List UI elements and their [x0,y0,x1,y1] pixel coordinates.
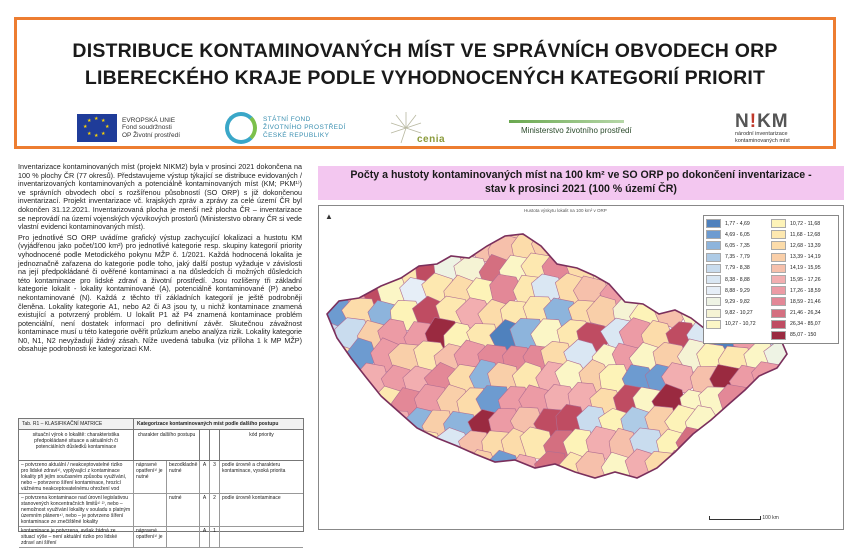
district-region [546,211,579,244]
legend-label: 8,38 - 8,88 [725,276,750,283]
legend-swatch [771,309,786,318]
classification-table [18,418,304,546]
legend-swatch [771,320,786,329]
sfzp-line-3: ČESKÉ REPUBLIKY [263,132,330,139]
district-region [336,231,369,264]
district-region [565,208,598,240]
legend-swatch [706,309,721,318]
nikm-sub-1: národní inventarizace [735,131,788,137]
legend-label: 11,68 - 12,68 [790,231,821,238]
table-cell: nápravné opatření¹⁾ je [134,527,167,547]
legend-item [706,319,771,330]
legend-item [771,285,836,296]
table-cell: nutné [167,494,200,526]
district-region [425,452,458,484]
page-title [17,38,833,92]
district-region [389,207,424,240]
legend-label: 4,69 - 6,05 [725,231,750,238]
district-region [361,407,395,439]
legend-label: 7,35 - 7,79 [725,254,750,261]
district-region [778,451,811,485]
district-region [321,211,356,243]
legend-swatch [771,286,786,295]
legend-label: 85,07 - 150 [790,332,817,339]
district-region [777,365,811,399]
nikm-sub-2: kontaminovaných míst [735,137,790,144]
table-col-c [200,430,210,460]
district-region [633,210,667,242]
legend-item [771,308,836,319]
legend-label: 14,19 - 15,95 [790,265,821,272]
legend-swatch [706,241,721,250]
district-region [300,385,333,418]
title-line-1: DISTRIBUCE KONTAMINOVANÝCH MÍST VE SPRÁVNÍCH OBVODECH ORP [72,40,778,62]
table-cell: – potvrzena kontaminace nad úrovní legislativou stanovených koncentračních limitů¹⁾ ²⁾, nebo – nemožnost využívání lokality v souladu s platným územním plánem⁴⁾, nebo – je potvrzeno šíření kontaminace ze znečištěné lokality [19,494,134,526]
intro-text [18,163,302,354]
legend-item [706,274,771,285]
map-caption: Hustota výskytu lokalit na 100 km² v ORP [524,208,607,213]
district-region [595,230,631,263]
district-region [359,229,390,263]
legend-label: 9,82 - 10,27 [725,310,753,317]
table-col-priority: kód priority [249,432,274,438]
sfzp-logo [225,108,346,148]
sfzp-ring-icon [225,112,257,144]
district-region [765,386,800,420]
district-region [613,256,646,286]
district-region [765,432,797,463]
nikm-right: KM [757,111,789,132]
table-cell: podle úrovně a charakteru kontaminace, vysoká priorita [222,462,286,474]
legend-item [706,285,771,296]
district-region [577,230,612,263]
legend-column-1 [706,218,771,341]
cenia-logo [389,108,469,148]
district-region [378,234,411,265]
district-region [742,384,779,417]
district-region [628,251,663,285]
district-region [317,230,349,260]
legend-label: 13,39 - 14,19 [790,254,821,261]
district-region [745,427,781,461]
nikm-exclamation: ! [749,111,758,132]
intro-paragraph-1: Inventarizace kontaminovaných míst (projekt NIKM2) byla v prosinci 2021 dokončena na 100 % plochy ČR (77 okresů). Představujeme výstup týkající se distribuce evidovaných / inventarizovaných kontaminovaných a potenciálně kontaminovaných míst (KM; PKM¹⁾) ve správních obvodech obcí s rozšířenou působností (SO ORP) s již dokončenou inventarizací. Projekt inventarizace vč. krajských zpráv a zprávy za celé území ČR byl dokončen 31.12.2021. Inventarizovaná plocha je menší než plocha ČR – inventarizace se neprovádí na území vojenských výcvikových prostorů (Ministerstvo obrany ČR si vede vlastní evidenci kontaminovaných míst). [18,162,302,232]
district-region [314,451,347,486]
legend-item [706,263,771,274]
district-region [555,231,588,267]
table-row [19,494,303,527]
table-header [19,419,303,430]
legend-swatch [706,286,721,295]
district-region [368,430,403,463]
eu-line-2: Fond soudržnosti [122,124,172,132]
nikm-wordmark [735,112,789,131]
table-row [19,527,303,548]
district-region [718,384,753,416]
legend-label: 18,59 - 21,46 [790,298,821,305]
district-region [431,211,464,242]
district-region [697,428,732,459]
nikm-logo [735,108,790,148]
sfzp-line-1: STÁTNÍ FOND [263,116,311,123]
map-title [318,166,844,200]
district-region [411,209,445,243]
legend-item [706,218,771,229]
district-region [688,452,719,485]
legend-swatch [771,219,786,228]
district-region [334,406,369,438]
legend-item [706,308,771,319]
legend-item [706,229,771,240]
district-region [345,430,380,460]
district-region [732,409,767,442]
table-cell [220,527,303,547]
table-cell: A [200,527,210,547]
district-region [324,256,357,290]
legend-item [771,240,836,251]
table-col-d [210,430,220,460]
legend-swatch [706,264,721,273]
legend-item [771,319,836,330]
density-map [318,205,844,530]
district-region [587,212,621,245]
map-legend [703,215,839,344]
district-region [347,387,380,417]
legend-swatch [771,241,786,250]
district-region [368,208,403,238]
legend-label: 10,27 - 10,72 [725,321,756,328]
table-cell: nápravné opatření¹⁾ je nutné [134,461,167,493]
table-header-left: Tab. R1 – KLASIFIKAČNÍ MATRICE [19,419,134,429]
legend-label: 7,79 - 8,38 [725,265,750,272]
table-cell [134,494,167,526]
table-body [19,461,303,548]
district-region [622,235,657,266]
legend-item [706,296,771,307]
table-cell: 1 [210,527,220,547]
legend-label: 1,77 - 4,69 [725,220,750,227]
district-region [652,207,686,242]
eu-flag-icon: ★ ★ ★ ★ ★ ★ ★ ★ [77,114,117,142]
mzp-label: Ministerstvo životního prostředí [521,126,632,135]
district-region [645,451,679,481]
district-region [727,450,762,483]
table-cell [167,527,200,547]
district-region [710,449,744,482]
district-region [403,231,436,263]
mzp-bar-icon [509,120,624,123]
legend-item [771,274,836,285]
district-region [302,342,334,375]
table-cell: 2 [210,494,220,526]
district-region [640,277,674,309]
table-cell: A [200,461,210,493]
legend-swatch [706,297,721,306]
legend-item [706,252,771,263]
table-header-right: Kategorizace kontaminovaných míst podle dalšího postupu [137,421,279,427]
district-region [403,454,434,485]
legend-swatch [771,297,786,306]
district-region [752,454,784,485]
legend-swatch [771,264,786,273]
legend-swatch [706,253,721,262]
legend-swatch [771,331,786,340]
legend-swatch [706,275,721,284]
table-col-character: charakter dalšího postupu [134,430,200,460]
legend-swatch [771,253,786,262]
legend-swatch [771,230,786,239]
district-region [380,452,412,485]
legend-item [771,296,836,307]
scale-label: 100 km [762,515,779,521]
table-cell: podle úrovně kontaminace [222,495,281,501]
district-region [667,233,699,266]
district-region [774,404,810,438]
legend-label: 15,95 - 17,26 [790,276,821,283]
legend-column-2 [771,218,836,341]
intro-paragraph-2: Pro jednotlivé SO ORP uvádíme grafický výstup zachycující lokalizaci a hustotu KM (vyjádřenou jako počet/100 km²) pro jednotlivé kategorie resp. skupiny kategorií priority vyhodnocené podle Metodického pokynu MŽP č. 1/2021. Každá hodnocená lokalita je jednoznačně zařazena do kategorie podle toho, jaký další postup vyžaduje v závislosti na její předpokládané či ověřené kontaminaci a na důsledcích či možných důsledcích této kontaminace pro lidské zdraví a životní prostředí. Jsou rozlišeny tři základní kategorie lokalit - lokality kontaminované (A), potenciálně kontaminované (P) anebo nekontaminované (N). Každá z těchto tří základních kategorií je ještě podrobněji členěna. Lokality kategorie A1, nebo A2 či A3 jsou ty, u nichž kontaminace znamená existující a potvrzený problém. U lokalit P1 až P4 znamená kontaminace problém potenciální, není dostatek informací pro definitivní závěr. Skutečnou závažnost kontaminace musí u této kategorie ověřit průzkum anebo analýza rizik. Lokality kategorie N0, N1, N2 nevyžadují žádný zásah. Níže uvedená tabulka (viz příloha 1 k MP MŽP) obsahuje podrobnosti ke kategorizaci KM. [18,232,302,354]
district-region [323,388,357,420]
table-cell: bezodkladně nutné [167,461,200,493]
legend-label: 9,29 - 9,82 [725,298,750,305]
district-region [334,452,367,484]
district-region [303,251,336,284]
table-cell: – potvrzeno aktuální / neakceptovatelné riziko pro lidské zdraví¹⁾, vyplývající z kontaminace lokality při jejím současném způsobu využívání, nebo – potvrzeno šíření kontaminace, hrozící vážnému neakceptovatelnému ohrožení vod [19,461,134,493]
eu-line-1: EVROPSKÁ UNIE [122,116,176,124]
legend-item [771,252,836,263]
table-col-situation: situační výrok o lokalitě: charakteristika předpokládané situace a aktuálních či potenciálních důsledků kontaminace [19,430,134,460]
district-region [302,210,335,243]
legend-label: 26,34 - 85,07 [790,321,821,328]
table-cell: 3 [210,461,220,493]
legend-item [771,330,836,341]
legend-label: 21,46 - 26,34 [790,310,821,317]
legend-label: 12,68 - 13,39 [790,242,821,249]
district-region [356,455,391,488]
map-title-line-1: Počty a hustoty kontaminovaných míst na 100 km² ve SO ORP po dokončení inventarizace - [350,169,812,181]
nikm-left: N [735,111,750,132]
legend-label: 8,88 - 9,29 [725,287,750,294]
eu-logo [77,108,180,148]
district-region [666,274,700,305]
table-cell: A [200,494,210,526]
district-region [722,432,756,465]
map-title-line-2: stav k prosinci 2021 (100 % území ČR) [485,183,677,195]
scale-bar [709,515,779,521]
legend-label: 17,26 - 18,59 [790,287,821,294]
legend-swatch [706,320,721,329]
scale-bar-icon [709,516,761,520]
district-region [496,207,531,239]
district-region [645,232,680,264]
north-arrow-icon: ▲ [325,212,333,221]
legend-swatch [706,230,721,239]
legend-item [771,218,836,229]
mzp-logo [509,108,649,148]
district-region [459,211,493,242]
table-subheader [19,430,303,461]
legend-label: 6,05 - 7,35 [725,242,750,249]
table-row [19,461,303,494]
legend-item [771,263,836,274]
eu-line-3: OP Životní prostředí [122,131,181,139]
legend-swatch [706,219,721,228]
table-cell: kontaminace je potvrzena, avšak žádná ze situací výše – není aktuální riziko pro lidské zdraví ani šíření [19,527,134,547]
district-region [609,211,642,242]
district-region [344,208,379,241]
header-panel [14,17,836,149]
sfzp-line-2: ŽIVOTNÍHO PROSTŘEDÍ [263,124,346,131]
district-region [311,408,345,441]
legend-label: 10,72 - 11,68 [790,220,821,227]
district-region [755,405,790,438]
district-region [322,432,357,463]
district-region [344,254,378,286]
logo-strip [17,108,833,148]
legend-item [771,229,836,240]
cenia-label: cenia [417,134,446,145]
title-line-2: LIBERECKÉHO KRAJE PODLE VYHODNOCENÝCH KATEGORIÍ PRIORIT [84,67,766,89]
district-region [311,367,345,398]
district-region [388,427,423,460]
legend-swatch [771,275,786,284]
legend-item [706,240,771,251]
district-region [653,258,688,290]
